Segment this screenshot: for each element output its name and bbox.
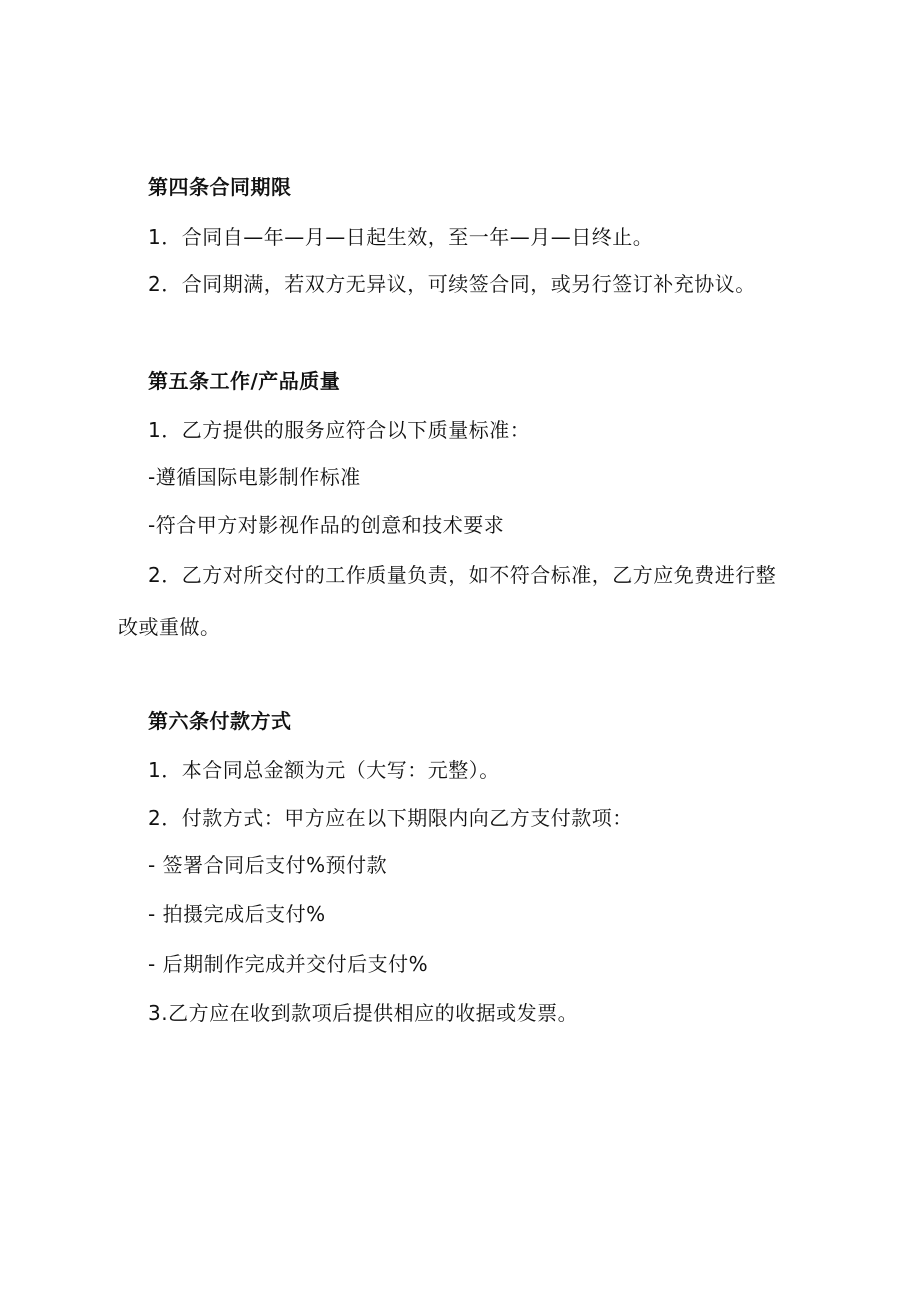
clause-6-2: 2．付款方式：甲方应在以下期限内向乙方支付款项：: [148, 806, 633, 830]
clause-5-2: 2．乙方对所交付的工作质量负责，如不符合标准，乙方应免费进行整: [148, 563, 777, 587]
clause-6-2-item-2: - 拍摄完成后支付%: [148, 902, 326, 926]
clause-6-2-item-1: - 签署合同后支付%预付款: [148, 853, 388, 877]
clause-5-1-item-2: -符合甲方对影视作品的创意和技术要求: [148, 513, 505, 537]
clause-6-1: 1．本合同总金额为元（大写：元整）。: [148, 758, 500, 782]
clause-4-1: 1．合同自—年—月—日起生效，至一年—月—日终止。: [148, 225, 654, 249]
clause-6-2-item-3: - 后期制作完成并交付后支付%: [148, 952, 429, 976]
clause-5-1: 1．乙方提供的服务应符合以下质量标准：: [148, 418, 531, 442]
clause-5-1-item-1: -遵循国际电影制作标准: [148, 465, 361, 489]
clause-6-3: 3.乙方应在收到款项后提供相应的收据或发票。: [148, 1001, 579, 1025]
clause-5-2-continued: 改或重做。: [118, 615, 221, 639]
section-heading-5: 第五条工作/产品质量: [148, 369, 341, 393]
clause-4-2: 2．合同期满，若双方无异议，可续签合同，或另行签订补充协议。: [148, 272, 756, 296]
section-heading-6: 第六条付款方式: [148, 709, 292, 733]
section-heading-4: 第四条合同期限: [148, 175, 292, 199]
